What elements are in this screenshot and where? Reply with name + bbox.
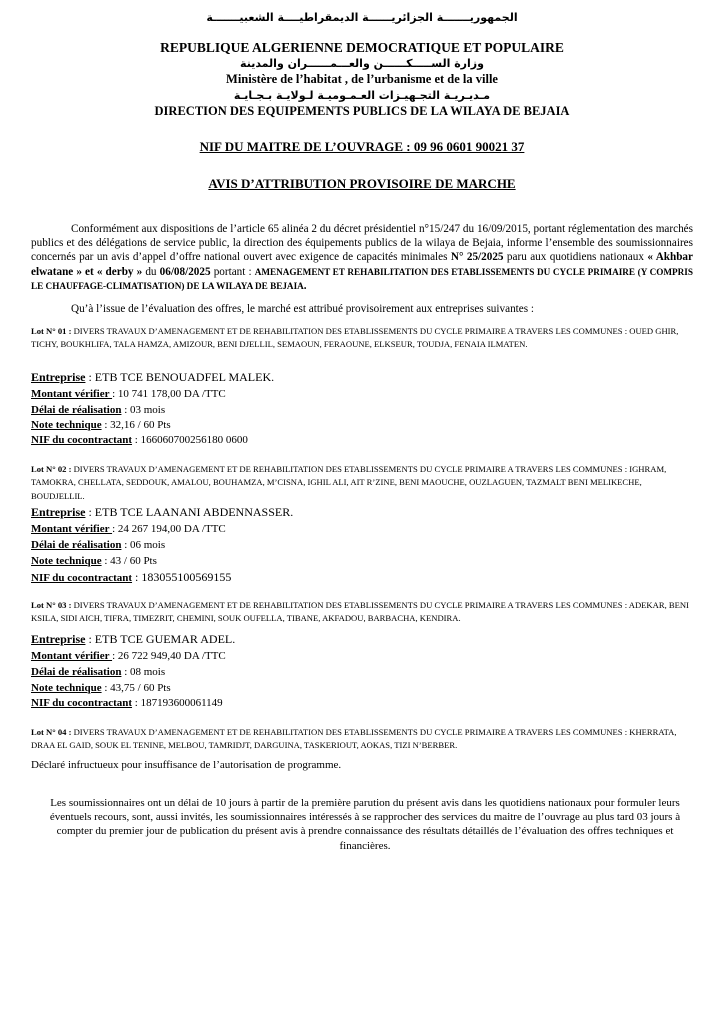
note-label: Note technique [31,555,102,567]
lot-2-label: Lot N° 02 : [31,464,72,474]
notice-title: AVIS D’ATTRIBUTION PROVISOIRE DE MARCHE [208,176,516,191]
montant-label: Montant vérifier [31,388,113,400]
intro-text-b: paru aux quotidiens nationaux [503,251,648,264]
header-arabic-ministry: وزارة الســـــكــــــن والعـــمــــــران والمدينة [240,57,484,70]
lot-3-label: Lot N° 03 : [31,600,72,610]
lot-1-montant [31,387,226,402]
intro-notice-number: N° 25/2025 [450,251,504,264]
lot-4-text: DIVERS TRAVAUX D’AMENAGEMENT ET DE REHABILITATION DES ETABLISSEMENTS DU CYCLE PRIMAIRE A TRAVERS LES COMMUNES : KHERRATA, DRAA EL GAID, SOUK EL TENINE, MELBOU, TAMRIDJT, DARGUINA, TASKERIOUT, AOKAS, TIZI N’BERBER. [31,727,677,751]
closing-paragraph: Les soumissionnaires ont un délai de 10 jours à partir de la première parution du présent avis dans les quotidiens nationaux pour formuler leurs éventuels recours, sont, aussi invités, les soumissionnaires intéressés à se rapprocher des services du maitre de l’ouvrage au plus tard 03 jours à compter du premier jour de publication du présent avis à prendre connaissance des résultats détaillés de l’évaluation des offres techniques et financières. [49,797,681,852]
lot-1-delai-value: : 03 mois [121,404,166,416]
nif-label: NIF du cocontractant [31,697,133,709]
lot-3-delai [31,665,165,680]
entreprise-label: Entreprise [31,505,86,519]
nif-title: NIF DU MAITRE DE L’OUVRAGE : 09 96 0601 90021 37 [199,139,525,154]
lot-3-entreprise [31,632,235,648]
entreprise-label: Entreprise [31,632,86,646]
note-label: Note technique [31,419,102,431]
lot-1-label: Lot N° 01 : [31,326,72,336]
lot-3-montant [31,649,226,664]
lot-1-nif-value: : 166060700256180 0600 [132,434,248,446]
lot-1-montant-value: : 10 741 178,00 DA /TTC [112,388,226,400]
lot-2-entreprise-value: : ETB TCE LAANANI ABDENNASSER. [85,505,294,519]
lot-2-text: DIVERS TRAVAUX D’AMENAGEMENT ET DE REHABILITATION DES ETABLISSEMENTS DU CYCLE PRIMAIRE A TRAVERS LES COMMUNES : IGHRAM, TAMOKRA, CHELLATA, SEDDOUK, AMALOU, BOUHAMZA, M’CISNA, IGHIL ALI, AIT R’ZINE, BENI MAOUCHE, OUZLAGUEN, TAZMALT BENI MELIKECHE, BOUDJELLIL. [31,464,667,501]
header-french-ministry: Ministère de l’habitat , de l’urbanisme et de la ville [226,72,498,86]
lot-4-description [31,726,695,753]
lot-2-delai [31,538,165,553]
entreprise-label: Entreprise [31,370,86,384]
lot-3-text: DIVERS TRAVAUX D’AMENAGEMENT ET DE REHABILITATION DES ETABLISSEMENTS DU CYCLE PRIMAIRE A TRAVERS LES COMMUNES : ADEKAR, BENI KSILA, SIDI AICH, TIFRA, TIMEZRIT, CHEMINI, SOUK OUFELLA, TIBANE, AKFADOU, BARBACHA, KENDIRA. [31,600,689,624]
lot-3-montant-value: : 26 722 949,40 DA /TTC [112,650,226,662]
lot-2-nif [31,570,231,586]
lot-3-delai-value: : 08 mois [121,666,166,678]
lot-2-montant-value: : 24 267 194,00 DA /TTC [112,523,226,535]
note-label: Note technique [31,682,102,694]
intro-newspapers: « Akhbar elwatane » et « derby » [31,251,693,278]
lot-1-text: DIVERS TRAVAUX D’AMENAGEMENT ET DE REHABILITATION DES ETABLISSEMENTS DU CYCLE PRIMAIRE A TRAVERS LES COMMUNES : OUED GHIR, TICHY, BOUKHLIFA, TALA HAMZA, AMIZOUR, BENI DJELLIL, SEMAOUN, FERAOUNE, ELKSEUR, TOUDJA, FENAIA ILMATEN. [31,326,679,350]
lot-3-note [31,681,171,696]
intro-date: 06/08/2025 [159,265,211,278]
lot-2-montant [31,522,226,537]
lot-3-nif-value: : 187193600061149 [132,697,223,709]
delai-label: Délai de réalisation [31,404,122,416]
intro-paragraph [31,222,693,293]
intro-object: AMENAGEMENT ET REHABILITATION DES ETABLISSEMENTS DU CYCLE PRIMAIRE (Y COMPRIS LE CHAUFFAGE-CLIMATISATION) DE LA WILAYA DE BEJAIA [31,266,693,291]
lot-2-note-value: : 43 / 60 Pts [101,555,157,567]
lot-2-description [31,463,695,503]
intro-end: . [303,279,307,292]
nif-label: NIF du cocontractant [31,572,133,584]
lot-1-entreprise-value: : ETB TCE BENOUADFEL MALEK. [85,370,275,384]
lot-2-entreprise [31,505,293,521]
header-arabic-republic: الجمهوريـــــــة الجزائريــــــة الديمقراطيــــة الشعبيـــــــة [206,11,518,24]
header-arabic-direction: مـديـريـة التجـهيـزات العـمـوميـة لـولايـة بـجـايـة [233,89,491,102]
montant-label: Montant vérifier [31,650,113,662]
intro-text: Conformément aux dispositions de l’article 65 alinéa 2 du décret présidentiel n°15/247 du 16/09/2015, portant réglementation des marchés publics et des délégations de service public, la direction des équipements publics de la wilaya de Bejaia, informe l’ensemble des soumissionnaires concernés par un avis d’appel d’offre national ouvert avec exigence de capacités minimales [31,223,693,264]
intro-second-paragraph: Qu’à l’issue de l’évaluation des offres, le marché est attribué provisoirement aux entreprises suivantes : [71,303,534,315]
lot-3-description [31,599,695,626]
lot-3-note-value: : 43,75 / 60 Pts [101,682,171,694]
nif-label: NIF du cocontractant [31,434,133,446]
lot-1-note-value: : 32,16 / 60 Pts [101,419,171,431]
lot-2-note [31,554,157,569]
intro-text-d: portant : [210,265,255,278]
intro-text-c: du [142,265,160,278]
lot-3-nif [31,696,223,711]
lot-1-note [31,418,171,433]
header-french-direction: DIRECTION DES EQUIPEMENTS PUBLICS DE LA WILAYA DE BEJAIA [154,104,570,118]
lot-1-nif [31,433,248,448]
lot-4-status: Déclaré infructueux pour insuffisance de l’autorisation de programme. [31,759,342,771]
header-french-republic: REPUBLIQUE ALGERIENNE DEMOCRATIQUE ET POPULAIRE [160,40,564,55]
lot-1-delai [31,403,165,418]
delai-label: Délai de réalisation [31,539,122,551]
lot-1-entreprise [31,370,274,386]
lot-4-label: Lot N° 04 : [31,727,72,737]
lot-1-description [31,325,695,352]
lot-2-delai-value: : 06 mois [121,539,166,551]
montant-label: Montant vérifier [31,523,113,535]
lot-3-entreprise-value: : ETB TCE GUEMAR ADEL. [85,632,236,646]
delai-label: Délai de réalisation [31,666,122,678]
lot-2-nif-value: : 183055100569155 [132,570,232,584]
